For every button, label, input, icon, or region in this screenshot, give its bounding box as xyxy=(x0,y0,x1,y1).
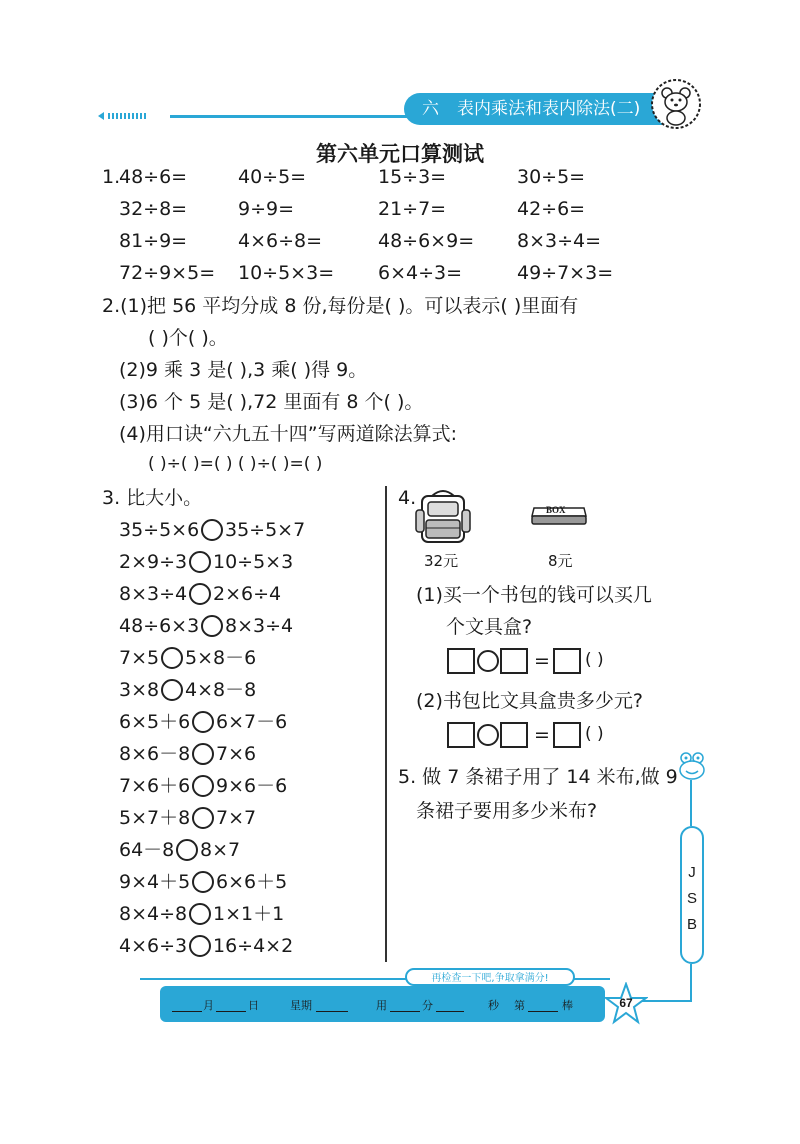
minutes-label: 分 xyxy=(422,999,433,1012)
answer-box[interactable] xyxy=(500,648,528,674)
header-line xyxy=(170,115,410,118)
used-label: 用 xyxy=(376,999,387,1012)
unit-header xyxy=(404,93,662,125)
schoolbag-price: 32元 xyxy=(424,552,459,570)
compare-left: 7×5 xyxy=(119,647,160,669)
answer-box[interactable] xyxy=(553,722,581,748)
month-blank[interactable] xyxy=(172,1011,202,1012)
q5-line2: 条裙子要用多少米布? xyxy=(416,800,598,822)
side-line xyxy=(690,780,692,826)
unit-title: 表内乘法和表内除法(二) xyxy=(457,99,641,119)
compare-circle[interactable] xyxy=(192,711,214,733)
compare-circle[interactable] xyxy=(192,871,214,893)
day-blank[interactable] xyxy=(216,1011,246,1012)
unit-blank: ( ) xyxy=(585,650,604,670)
equals-sign: = xyxy=(534,724,550,746)
q1-item: 10÷5×3= xyxy=(238,262,335,284)
q1-item: 4×6÷8= xyxy=(238,230,323,252)
compare-right: 35÷5×7 xyxy=(225,519,306,541)
column-divider xyxy=(385,486,387,962)
compare-left: 6×5＋6 xyxy=(119,711,191,733)
compare-right: 7×7 xyxy=(216,807,257,829)
q1-label: 1. xyxy=(102,166,121,188)
answer-box[interactable] xyxy=(447,722,475,748)
compare-left: 2×9÷3 xyxy=(119,551,188,573)
side-letter: J xyxy=(688,864,696,881)
pencil-box-price: 8元 xyxy=(548,552,573,570)
header-dots-decoration xyxy=(98,112,178,120)
q5-line1: 5. 做 7 条裙子用了 14 米布,做 9 xyxy=(398,766,678,788)
compare-right: 8×7 xyxy=(200,839,241,861)
compare-circle[interactable] xyxy=(201,519,223,541)
compare-right: 10÷5×3 xyxy=(213,551,294,573)
compare-right: 5×8－6 xyxy=(185,647,257,669)
q3-label: 3. 比大小。 xyxy=(102,487,203,509)
bear-mascot-icon xyxy=(650,78,702,130)
compare-circle[interactable] xyxy=(192,743,214,765)
compare-left: 48÷6×3 xyxy=(119,615,200,637)
answer-box[interactable] xyxy=(447,648,475,674)
operator-circle[interactable] xyxy=(477,650,499,672)
compare-right: 6×7－6 xyxy=(216,711,288,733)
q2-line: (3)6 个 5 是( ),72 里面有 8 个( )。 xyxy=(119,391,424,413)
compare-circle[interactable] xyxy=(189,551,211,573)
pencil-box-label: BOX xyxy=(546,505,566,515)
q1-item: 15÷3= xyxy=(378,166,447,188)
schoolbag-icon xyxy=(412,486,474,548)
weekday-label: 星期 xyxy=(290,999,312,1012)
compare-circle[interactable] xyxy=(201,615,223,637)
q1-item: 21÷7= xyxy=(378,198,447,220)
q1-item: 72÷9×5= xyxy=(119,262,216,284)
compare-left: 8×3÷4 xyxy=(119,583,188,605)
compare-left: 9×4＋5 xyxy=(119,871,191,893)
q2-line: ( )个( )。 xyxy=(148,327,228,349)
compare-circle[interactable] xyxy=(161,679,183,701)
side-letter: S xyxy=(686,890,697,907)
q1-item: 48÷6= xyxy=(119,166,188,188)
compare-circle[interactable] xyxy=(192,807,214,829)
compare-right: 16÷4×2 xyxy=(213,935,294,957)
compare-circle[interactable] xyxy=(189,903,211,925)
equals-sign: = xyxy=(534,650,550,672)
q4-sub2: (2)书包比文具盒贵多少元? xyxy=(416,690,643,712)
compare-circle[interactable] xyxy=(176,839,198,861)
q1-item: 9÷9= xyxy=(238,198,295,220)
compare-right: 9×6－6 xyxy=(216,775,288,797)
q4-sub1-line2: 个文具盒? xyxy=(446,616,533,638)
q2-line: (2)9 乘 3 是( ),3 乘( )得 9。 xyxy=(119,359,368,381)
q1-item: 40÷5= xyxy=(238,166,307,188)
q1-item: 8×3÷4= xyxy=(517,230,602,252)
q2-line: ( )÷( )=( ) ( )÷( )=( ) xyxy=(148,454,323,474)
q2-line: (4)用口诀“六九五十四”写两道除法算式: xyxy=(119,423,458,445)
compare-right: 7×6 xyxy=(216,743,257,765)
compare-circle[interactable] xyxy=(161,647,183,669)
compare-left: 64－8 xyxy=(119,839,175,861)
q1-item: 49÷7×3= xyxy=(517,262,614,284)
compare-right: 1×1＋1 xyxy=(213,903,285,925)
q4-sub1-line1: (1)买一个书包的钱可以买几 xyxy=(416,584,652,606)
compare-right: 6×6＋5 xyxy=(216,871,288,893)
minutes-blank[interactable] xyxy=(390,1011,420,1012)
compare-left: 8×4÷8 xyxy=(119,903,188,925)
rank-prefix: 第 xyxy=(514,999,525,1012)
day-label: 日 xyxy=(248,999,259,1012)
unit-number: 六 xyxy=(422,99,439,119)
q4-label: 4. xyxy=(398,487,417,509)
side-line xyxy=(690,964,692,1002)
footer-tip: 再检查一下吧,争取拿满分! xyxy=(405,968,575,986)
compare-circle[interactable] xyxy=(189,935,211,957)
page-number: 67 xyxy=(619,996,633,1010)
frog-mascot-icon xyxy=(676,750,708,782)
compare-left: 8×6－8 xyxy=(119,743,191,765)
rank-blank[interactable] xyxy=(528,1011,558,1012)
seconds-blank[interactable] xyxy=(436,1011,464,1012)
q1-item: 30÷5= xyxy=(517,166,586,188)
q2-line: 2.(1)把 56 平均分成 8 份,每份是( )。可以表示( )里面有 xyxy=(102,295,579,317)
compare-right: 8×3÷4 xyxy=(225,615,294,637)
q1-item: 6×4÷3= xyxy=(378,262,463,284)
unit-blank: ( ) xyxy=(585,724,604,744)
compare-left: 35÷5×6 xyxy=(119,519,200,541)
seconds-label: 秒 xyxy=(488,999,499,1012)
compare-right: 2×6÷4 xyxy=(213,583,282,605)
compare-left: 5×7＋8 xyxy=(119,807,191,829)
operator-circle[interactable] xyxy=(477,724,499,746)
q1-item: 81÷9= xyxy=(119,230,188,252)
month-label: 月 xyxy=(203,999,214,1012)
q1-item: 42÷6= xyxy=(517,198,586,220)
compare-circle[interactable] xyxy=(192,775,214,797)
weekday-blank[interactable] xyxy=(316,1011,348,1012)
rank-suffix: 棒 xyxy=(562,999,573,1012)
compare-left: 3×8 xyxy=(119,679,160,701)
compare-right: 4×8－8 xyxy=(185,679,257,701)
page-title: 第六单元口算测试 xyxy=(316,142,484,166)
compare-left: 7×6＋6 xyxy=(119,775,191,797)
answer-box[interactable] xyxy=(553,648,581,674)
side-letter: B xyxy=(686,916,697,933)
q1-item: 32÷8= xyxy=(119,198,188,220)
q1-item: 48÷6×9= xyxy=(378,230,475,252)
answer-box[interactable] xyxy=(500,722,528,748)
compare-circle[interactable] xyxy=(189,583,211,605)
compare-left: 4×6÷3 xyxy=(119,935,188,957)
